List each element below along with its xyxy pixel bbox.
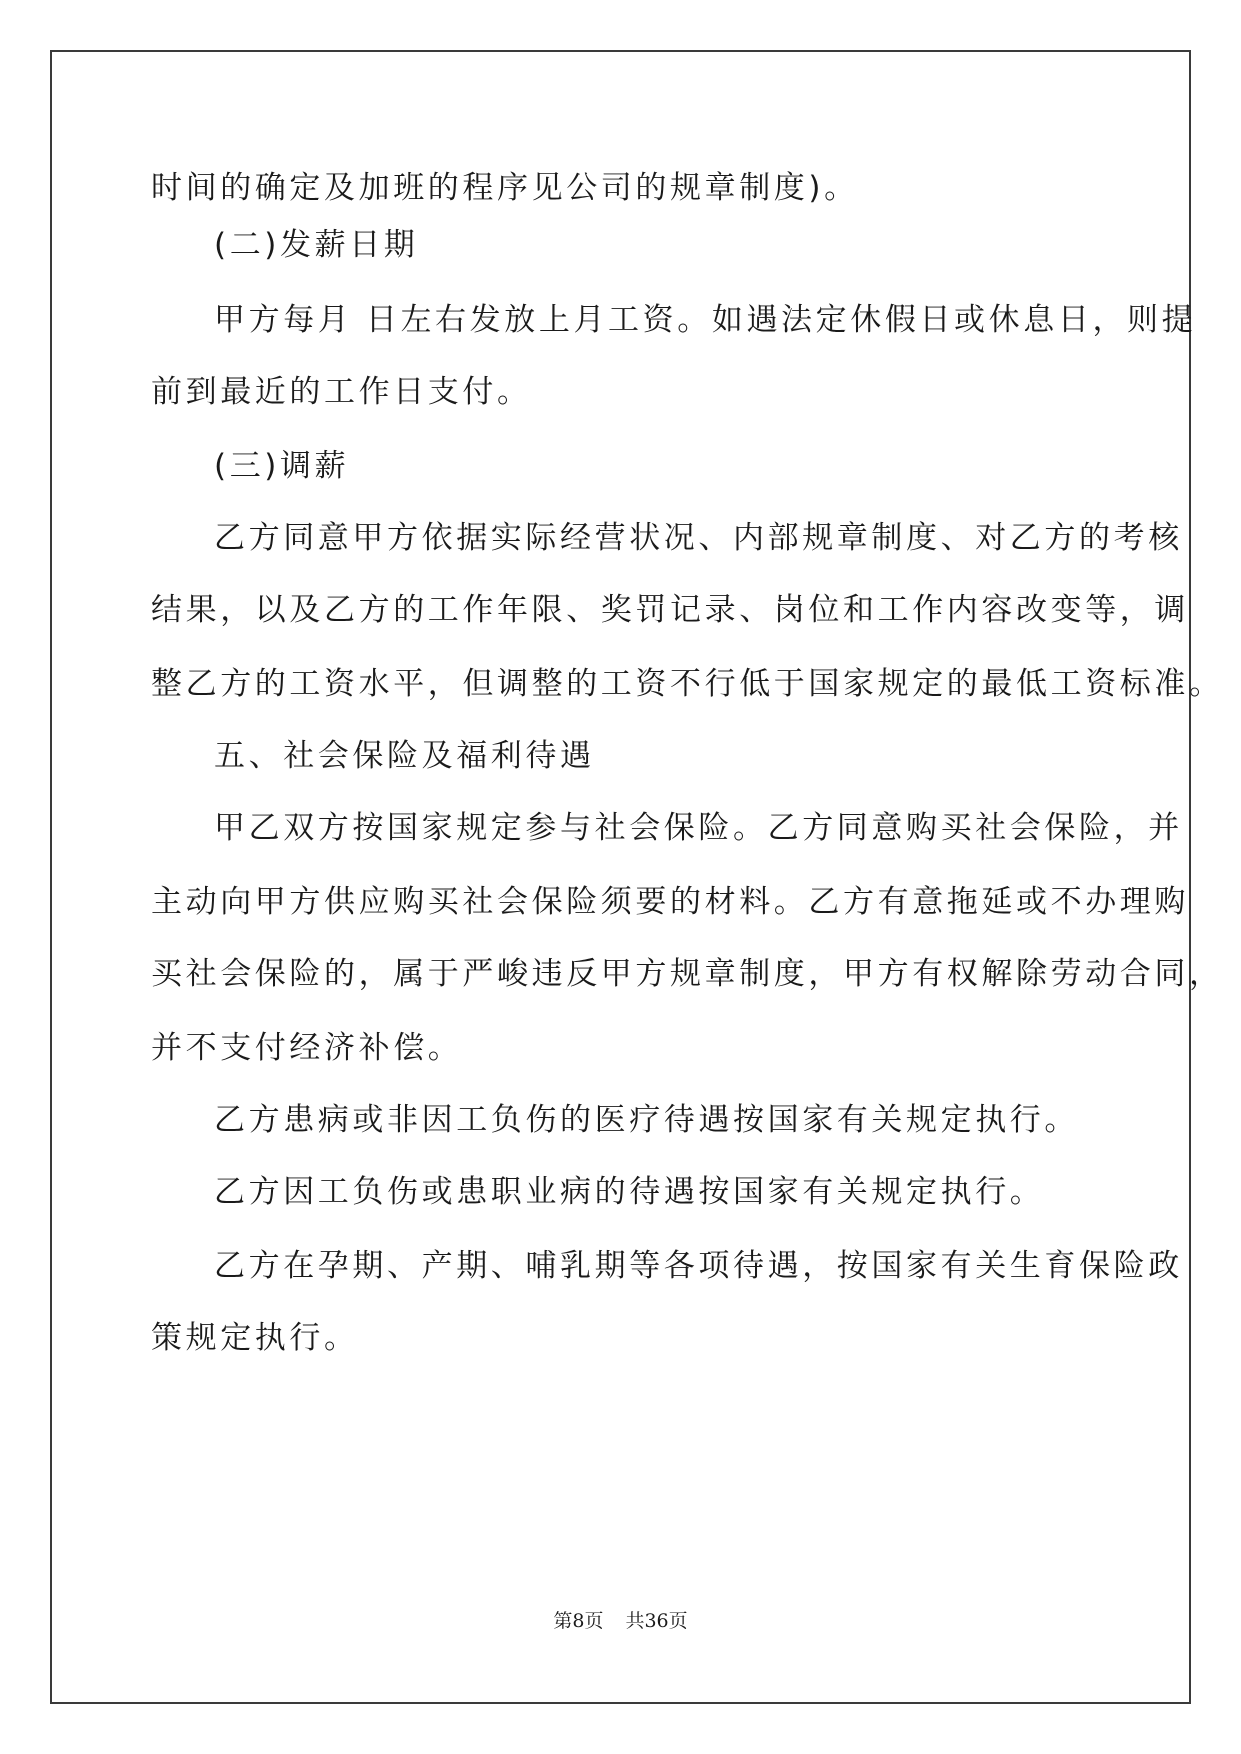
section-heading: (三)调薪 xyxy=(214,448,350,484)
body-line: 时间的确定及加班的程序见公司的规章制度)。 xyxy=(151,170,859,206)
page-total: 共36页 xyxy=(625,1610,688,1632)
body-line: 主动向甲方供应购买社会保险须要的材料。乙方有意拖延或不办理购 xyxy=(151,884,1189,920)
body-line: 乙方在孕期、产期、哺乳期等各项待遇，按国家有关生育保险政 xyxy=(214,1248,1183,1284)
body-line: 乙方同意甲方依据实际经营状况、内部规章制度、对乙方的考核 xyxy=(214,520,1183,556)
page-number: 第8页 xyxy=(553,1610,604,1632)
body-line: 前到最近的工作日支付。 xyxy=(151,374,532,410)
body-line: 甲方每月 日左右发放上月工资。如遇法定休假日或休息日，则提 xyxy=(214,302,1197,338)
body-line: 乙方因工负伤或患职业病的待遇按国家有关规定执行。 xyxy=(214,1174,1045,1210)
page-footer xyxy=(0,1606,1241,1633)
section-heading: 五、社会保险及福利待遇 xyxy=(214,738,595,774)
body-line: 甲乙双方按国家规定参与社会保险。乙方同意购买社会保险，并 xyxy=(214,810,1183,846)
section-heading: (二)发薪日期 xyxy=(214,227,419,263)
body-line: 乙方患病或非因工负伤的医疗待遇按国家有关规定执行。 xyxy=(214,1102,1079,1138)
body-line: 买社会保险的，属于严峻违反甲方规章制度，甲方有权解除劳动合同， xyxy=(151,956,1224,992)
body-line: 并不支付经济补偿。 xyxy=(151,1030,463,1066)
body-line: 结果，以及乙方的工作年限、奖罚记录、岗位和工作内容改变等，调 xyxy=(151,592,1189,628)
body-line: 整乙方的工资水平，但调整的工资不行低于国家规定的最低工资标准。 xyxy=(151,666,1224,702)
body-line: 策规定执行。 xyxy=(151,1320,359,1356)
